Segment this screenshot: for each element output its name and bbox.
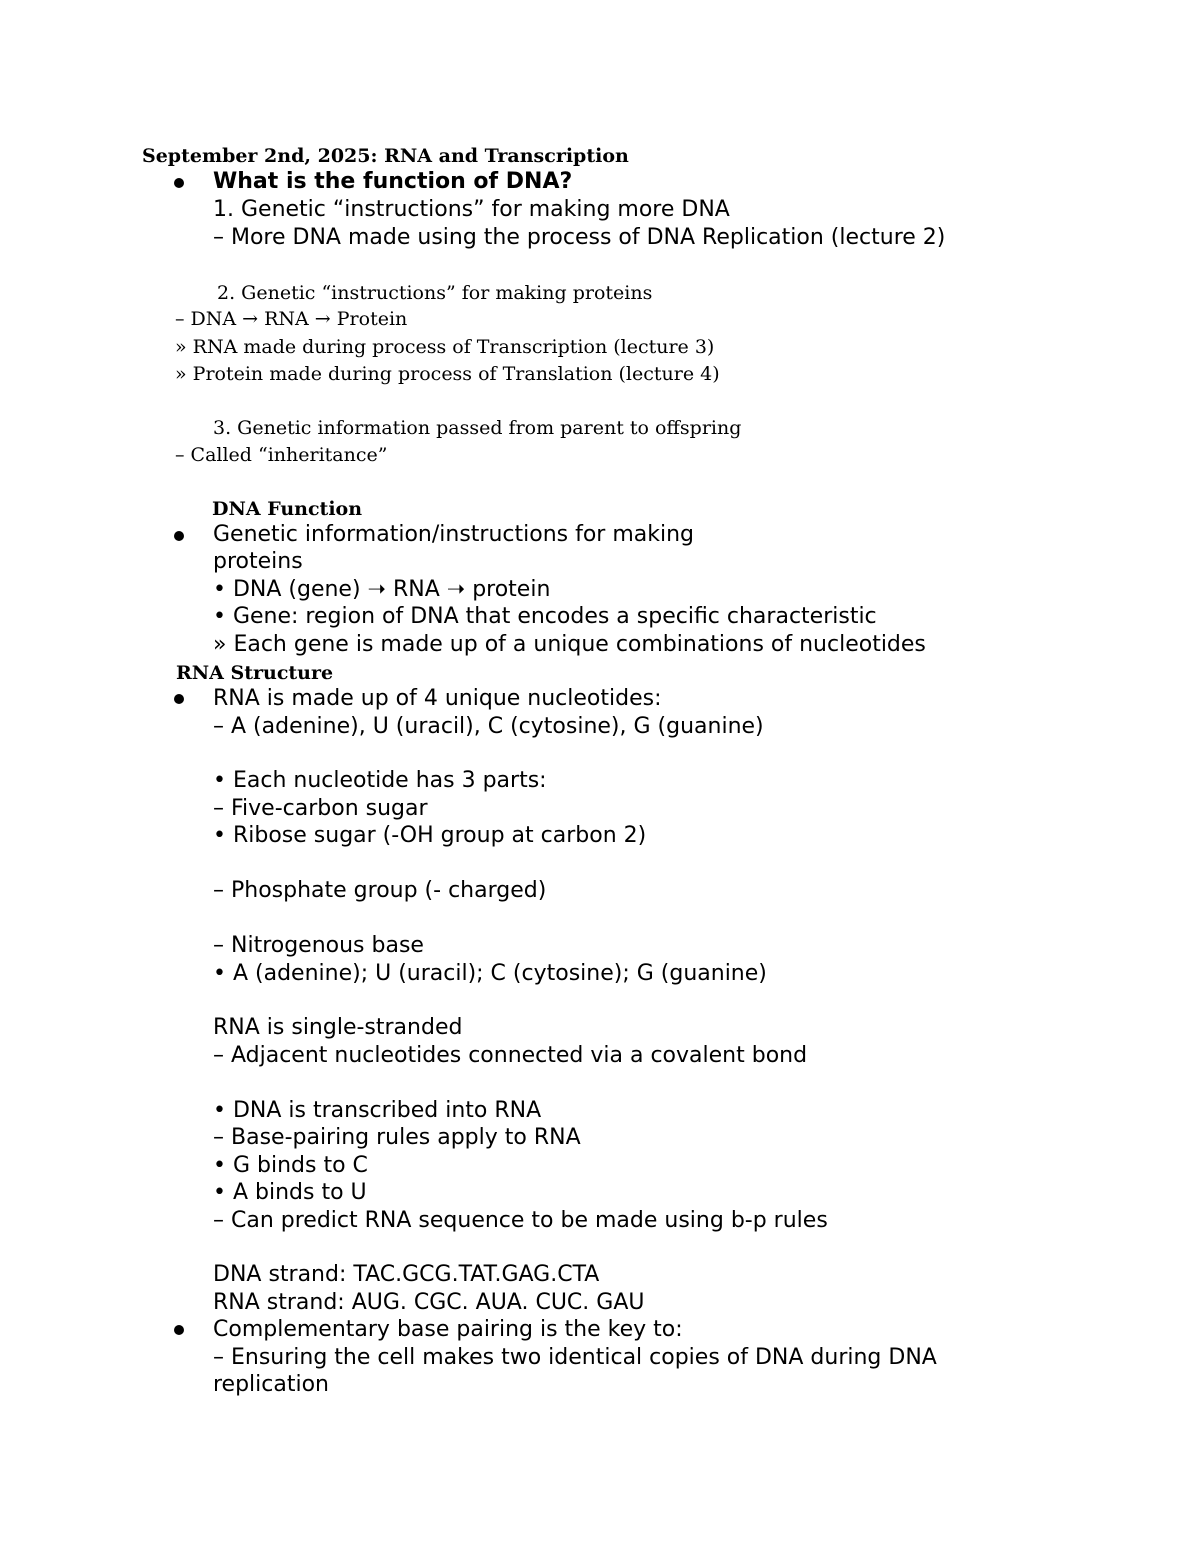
dna-function-question: What is the function of DNA?	[213, 169, 573, 194]
function-item-2-flow: – DNA → RNA → Protein	[175, 308, 408, 330]
transcription-line-1c: • A binds to U	[213, 1180, 367, 1205]
dna-function-line-1: Genetic information/instructions for making	[213, 522, 695, 547]
function-item-2: 2. Genetic “instructions” for making proteins	[217, 282, 653, 304]
dna-function-line-1b: proteins	[213, 549, 303, 574]
structure-line-2a: – Five-carbon sugar	[213, 796, 428, 821]
heading-rna-structure: RNA Structure	[176, 662, 334, 684]
transcription-line-1a: – Base-pairing rules apply to RNA	[213, 1125, 581, 1150]
structure-line-3: – Phosphate group (- charged)	[213, 878, 547, 903]
function-item-2-translation: » Protein made during process of Translation (lecture 4)	[175, 363, 720, 385]
structure-line-2b: • Ribose sugar (-OH group at carbon 2)	[213, 823, 647, 848]
function-item-1: 1. Genetic “instructions” for making more DNA	[213, 197, 730, 222]
transcription-line-1: • DNA is transcribed into RNA	[213, 1098, 542, 1123]
bullet-dot	[174, 694, 184, 704]
structure-line-5a: – Adjacent nucleotides connected via a covalent bond	[213, 1043, 808, 1068]
structure-line-4: – Nitrogenous base	[213, 933, 424, 958]
dna-function-line-2: • DNA (gene) ➝ RNA ➝ protein	[213, 577, 551, 602]
bullet-dot	[174, 531, 184, 541]
structure-line-5: RNA is single-stranded	[213, 1015, 463, 1040]
bullet-dot	[174, 1325, 184, 1335]
heading-dna-function: DNA Function	[212, 498, 363, 520]
function-item-3: 3. Genetic information passed from parent to offspring	[213, 417, 742, 439]
function-item-1-detail: – More DNA made using the process of DNA Replication (lecture 2)	[213, 225, 946, 250]
complementary-line-1: Complementary base pairing is the key to:	[213, 1317, 683, 1342]
structure-line-1a: – A (adenine), U (uracil), C (cytosine), G (guanine)	[213, 714, 764, 739]
function-item-2-transcription: » RNA made during process of Transcription (lecture 3)	[175, 336, 715, 358]
dna-function-line-3: • Gene: region of DNA that encodes a specific characteristic	[213, 604, 877, 629]
structure-line-1: RNA is made up of 4 unique nucleotides:	[213, 686, 662, 711]
structure-line-4a: • A (adenine); U (uracil); C (cytosine); G (guanine)	[213, 961, 767, 986]
structure-line-2: • Each nucleotide has 3 parts:	[213, 768, 547, 793]
rna-strand: RNA strand: AUG. CGC. AUA. CUC. GAU	[213, 1290, 645, 1315]
dna-function-line-4: » Each gene is made up of a unique combinations of nucleotides	[213, 632, 926, 657]
document-title: September 2nd, 2025: RNA and Transcription	[142, 145, 629, 167]
complementary-line-1a: – Ensuring the cell makes two identical copies of DNA during DNA	[213, 1345, 937, 1370]
transcription-line-1b: • G binds to C	[213, 1153, 368, 1178]
transcription-line-1d: – Can predict RNA sequence to be made using b-p rules	[213, 1208, 828, 1233]
bullet-dot	[174, 178, 184, 188]
function-item-3-detail: – Called “inheritance”	[175, 444, 388, 466]
complementary-line-1b: replication	[213, 1372, 330, 1397]
dna-strand: DNA strand: TAC.GCG.TAT.GAG.CTA	[213, 1262, 600, 1287]
